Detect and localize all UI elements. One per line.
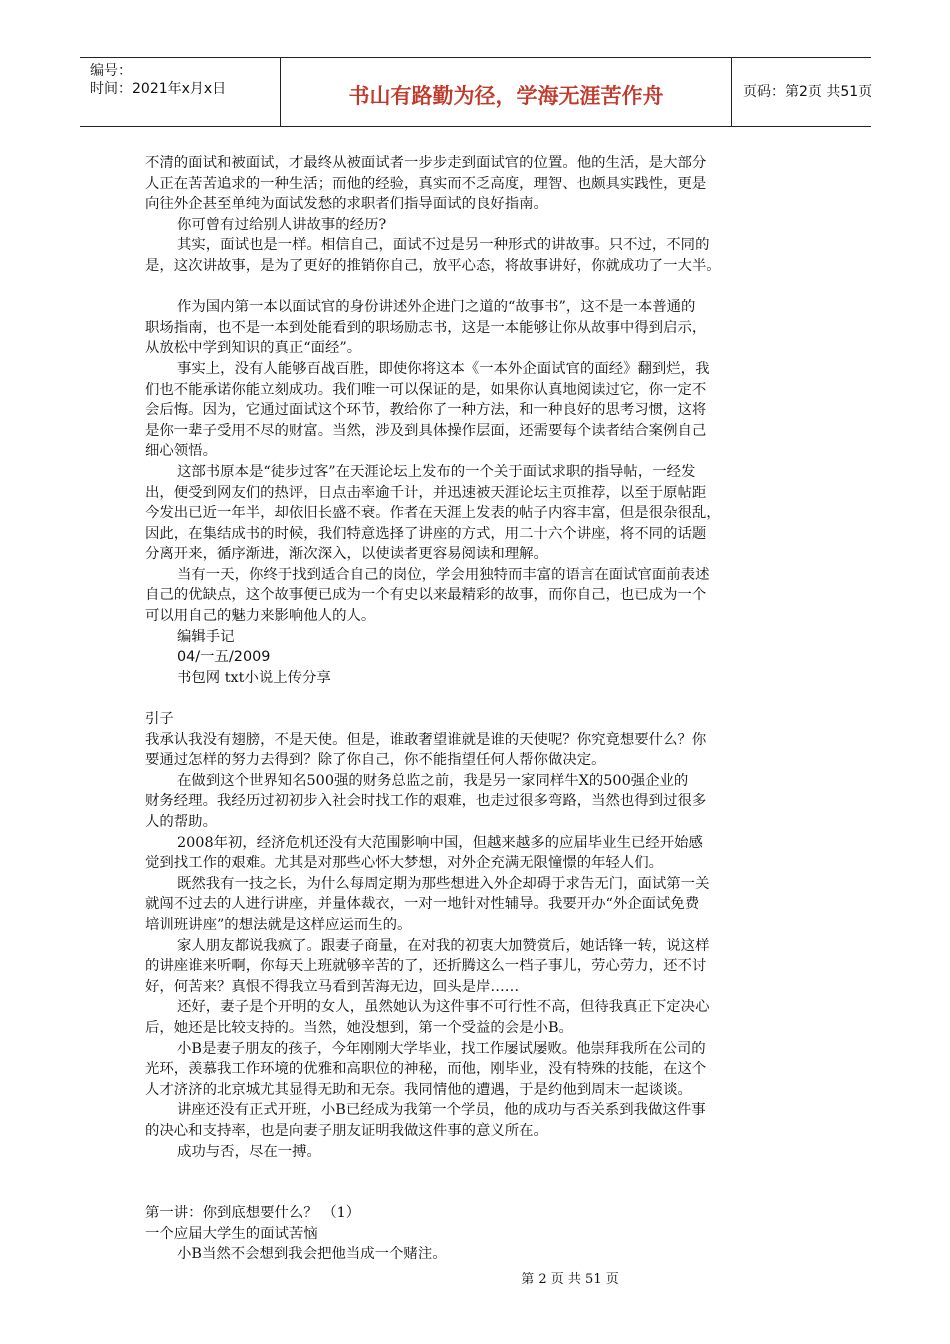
text-line: 们也不能承诺你能立刻成功。我们唯一可以保证的是，如果你认真地阅读过它，你一定不: [145, 381, 707, 398]
text-line: 觉到找工作的艰难。尤其是对那些心怀大梦想，对外企充满无限憧憬的年轻人们。: [145, 855, 664, 872]
text-line: 从放松中学到知识的真正“面经”。: [145, 340, 362, 357]
text-line: 家人朋友都说我疯了。跟妻子商量，在对我的初衷大加赞赏后，她话锋一转，说这样: [177, 937, 710, 954]
text-line: 小B是妻子朋友的孩子，今年刚刚大学毕业，找工作屡试屡败。他崇拜我所在公司的: [177, 1040, 706, 1057]
text-line: 自己的优缺点，这个故事便已成为一个有史以来最精彩的故事，而你自己，也已成为一个: [145, 587, 707, 604]
text-line: 会后悔。因为，它通过面试这个环节，教给你了一种方法，和一种良好的思考习惯，这将: [145, 402, 707, 419]
header-right-cell: [731, 58, 871, 126]
text-line: 职场指南，也不是一本到处能看到的职场励志书，这是一本能够让你从故事中得到启示，: [145, 319, 707, 336]
text-line: 人才济济的北京城尤其显得无助和无奈。我同情他的遭遇，于是约他到周末一起谈谈。: [145, 1081, 692, 1098]
text-line: 的讲座谁来听啊，你每天上班就够辛苦的了，还折腾这么一档子事儿，劳心劳力，还不讨: [145, 958, 707, 975]
text-line: 后，她还是比较支持的。当然，她没想到，第一个受益的会是小B。: [145, 1019, 573, 1036]
header-motto: 书山有路勤为径，学海无涯苦作舟: [348, 84, 664, 108]
text-line: 分离开来，循序渐进，渐次深入，以使读者更容易阅读和理解。: [145, 546, 548, 563]
blank-line: [145, 1183, 805, 1204]
text-line: 因此，在集结成书的时候，我们特意选择了讲座的方式，用二十六个讲座，将不同的话题: [145, 525, 707, 542]
text-line: 事实上，没有人能够百战百胜，即使你将这本《一本外企面试官的面经》翻到烂，我: [177, 360, 710, 377]
header-left-cell: [80, 58, 280, 126]
text-line: 编辑手记: [177, 628, 235, 645]
text-line: 好，何苦来？真恨不得我立马看到苦海无边，回头是岸……: [145, 978, 520, 995]
blank-line: [145, 688, 805, 709]
text-line: 今发出已近一年半，却依旧长盛不衰。作者在天涯上发表的帖子内容丰富，但是很杂很乱，: [145, 505, 721, 522]
text-line: 是，这次讲故事，是为了更好的推销你自己，放平心态，将故事讲好，你就成功了一大半。: [145, 257, 721, 274]
text-line: 书包网 txt小说上传分享: [177, 669, 331, 686]
text-line: 成功与否，尽在一搏。: [177, 1143, 321, 1160]
text-line: 讲座还没有正式开班，小B已经成为我第一个学员，他的成功与否关系到我做这件事: [177, 1102, 706, 1119]
text-line: 一个应届大学生的面试苦恼: [145, 1225, 318, 1242]
text-line: 既然我有一技之长，为什么每周定期为那些想进入外企却碍于求告无门，面试第一关: [177, 875, 710, 892]
serial-label: 编号：: [90, 63, 132, 79]
text-line: 财务经理。我经历过初初步入社会时找工作的艰难，也走过很多弯路，当然也得到过很多: [145, 793, 707, 810]
text-line: 光环，羡慕我工作环境的优雅和高职位的神秘，而他，刚毕业，没有特殊的技能，在这个: [145, 1061, 707, 1078]
page-code: 页码：第2页 共51页: [743, 84, 873, 100]
text-line: 细心领悟。: [145, 443, 217, 460]
page-header: [80, 57, 871, 127]
text-line: 还好，妻子是个开明的女人，虽然她认为这件事不可行性不高，但待我真正下定决心: [177, 999, 710, 1016]
text-line: 作为国内第一本以面试官的身份讲述外企进门之道的“故事书”，这不是一本普通的: [177, 299, 696, 316]
text-line: 我承认我没有翅膀，不是天使。但是，谁敢奢望谁就是谁的天使呢？你究竟想要什么？你: [145, 731, 707, 748]
blank-line: [145, 1162, 805, 1183]
blank-line: [145, 277, 805, 298]
text-line: 人正在苦苦追求的一种生活；而他的经验，真实而不乏高度，理智、也颇具实践性，更是: [145, 175, 707, 192]
text-line: 培训班讲座”的想法就是这样应运而生的。: [145, 916, 412, 933]
text-line: 这部书原本是“徒步过客”在天涯论坛上发布的一个关于面试求职的指导帖，一经发: [177, 463, 696, 480]
text-line: 你可曾有过给别人讲故事的经历?: [177, 216, 387, 233]
text-line: 人的帮助。: [145, 814, 217, 830]
text-line: 是你一辈子受用不尽的财富。当然，涉及到具体操作层面，还需要每个读者结合案例自己: [145, 422, 707, 439]
text-line: 向往外企甚至单纯为面试发愁的求职者们指导面试的良好指南。: [145, 196, 548, 213]
page-footer: 第 2 页 共 51 页: [521, 1272, 619, 1287]
text-line: 出，便受到网友们的热评，日点击率逾千计，并迅速被天涯论坛主页推荐，以至于原帖距: [145, 484, 707, 501]
text-line: 第一讲：你到底想要什么？ （1）: [145, 1205, 361, 1222]
time-label: 时间：2021年x月x日: [90, 81, 227, 97]
document-body: [145, 153, 805, 1265]
header-motto-cell: [280, 58, 732, 126]
text-line: 要通过怎样的努力去得到？除了你自己，你不能指望任何人帮你做决定。: [145, 752, 606, 769]
text-line: 可以用自己的魅力来影响他人的人。: [145, 608, 376, 625]
text-line: 当有一天，你终于找到适合自己的岗位，学会用独特而丰富的语言在面试官面前表述: [177, 566, 710, 583]
text-line: 在做到这个世界知名500强的财务总监之前，我是另一家同样牛X的500强企业的: [177, 772, 689, 789]
text-line: 2008年初，经济危机还没有大范围影响中国，但越来越多的应届毕业生已经开始感: [177, 834, 703, 851]
text-line: 04/一五/2009: [177, 649, 271, 666]
text-line: 其实，面试也是一样。相信自己，面试不过是另一种形式的讲故事。只不过，不同的: [177, 237, 710, 254]
text-line: 就闯不过去的人进行讲座，并量体裁衣，一对一地针对性辅导。我要开办“外企面试免费: [145, 896, 700, 913]
text-line: 引子: [145, 711, 174, 728]
text-line: 的决心和支持率，也是向妻子朋友证明我做这件事的意义所在。: [145, 1122, 548, 1139]
text-line: 小B当然不会想到我会把他当成一个赌注。: [177, 1246, 447, 1263]
text-line: 不清的面试和被面试，才最终从被面试者一步步走到面试官的位置。他的生活，是大部分: [145, 155, 707, 171]
